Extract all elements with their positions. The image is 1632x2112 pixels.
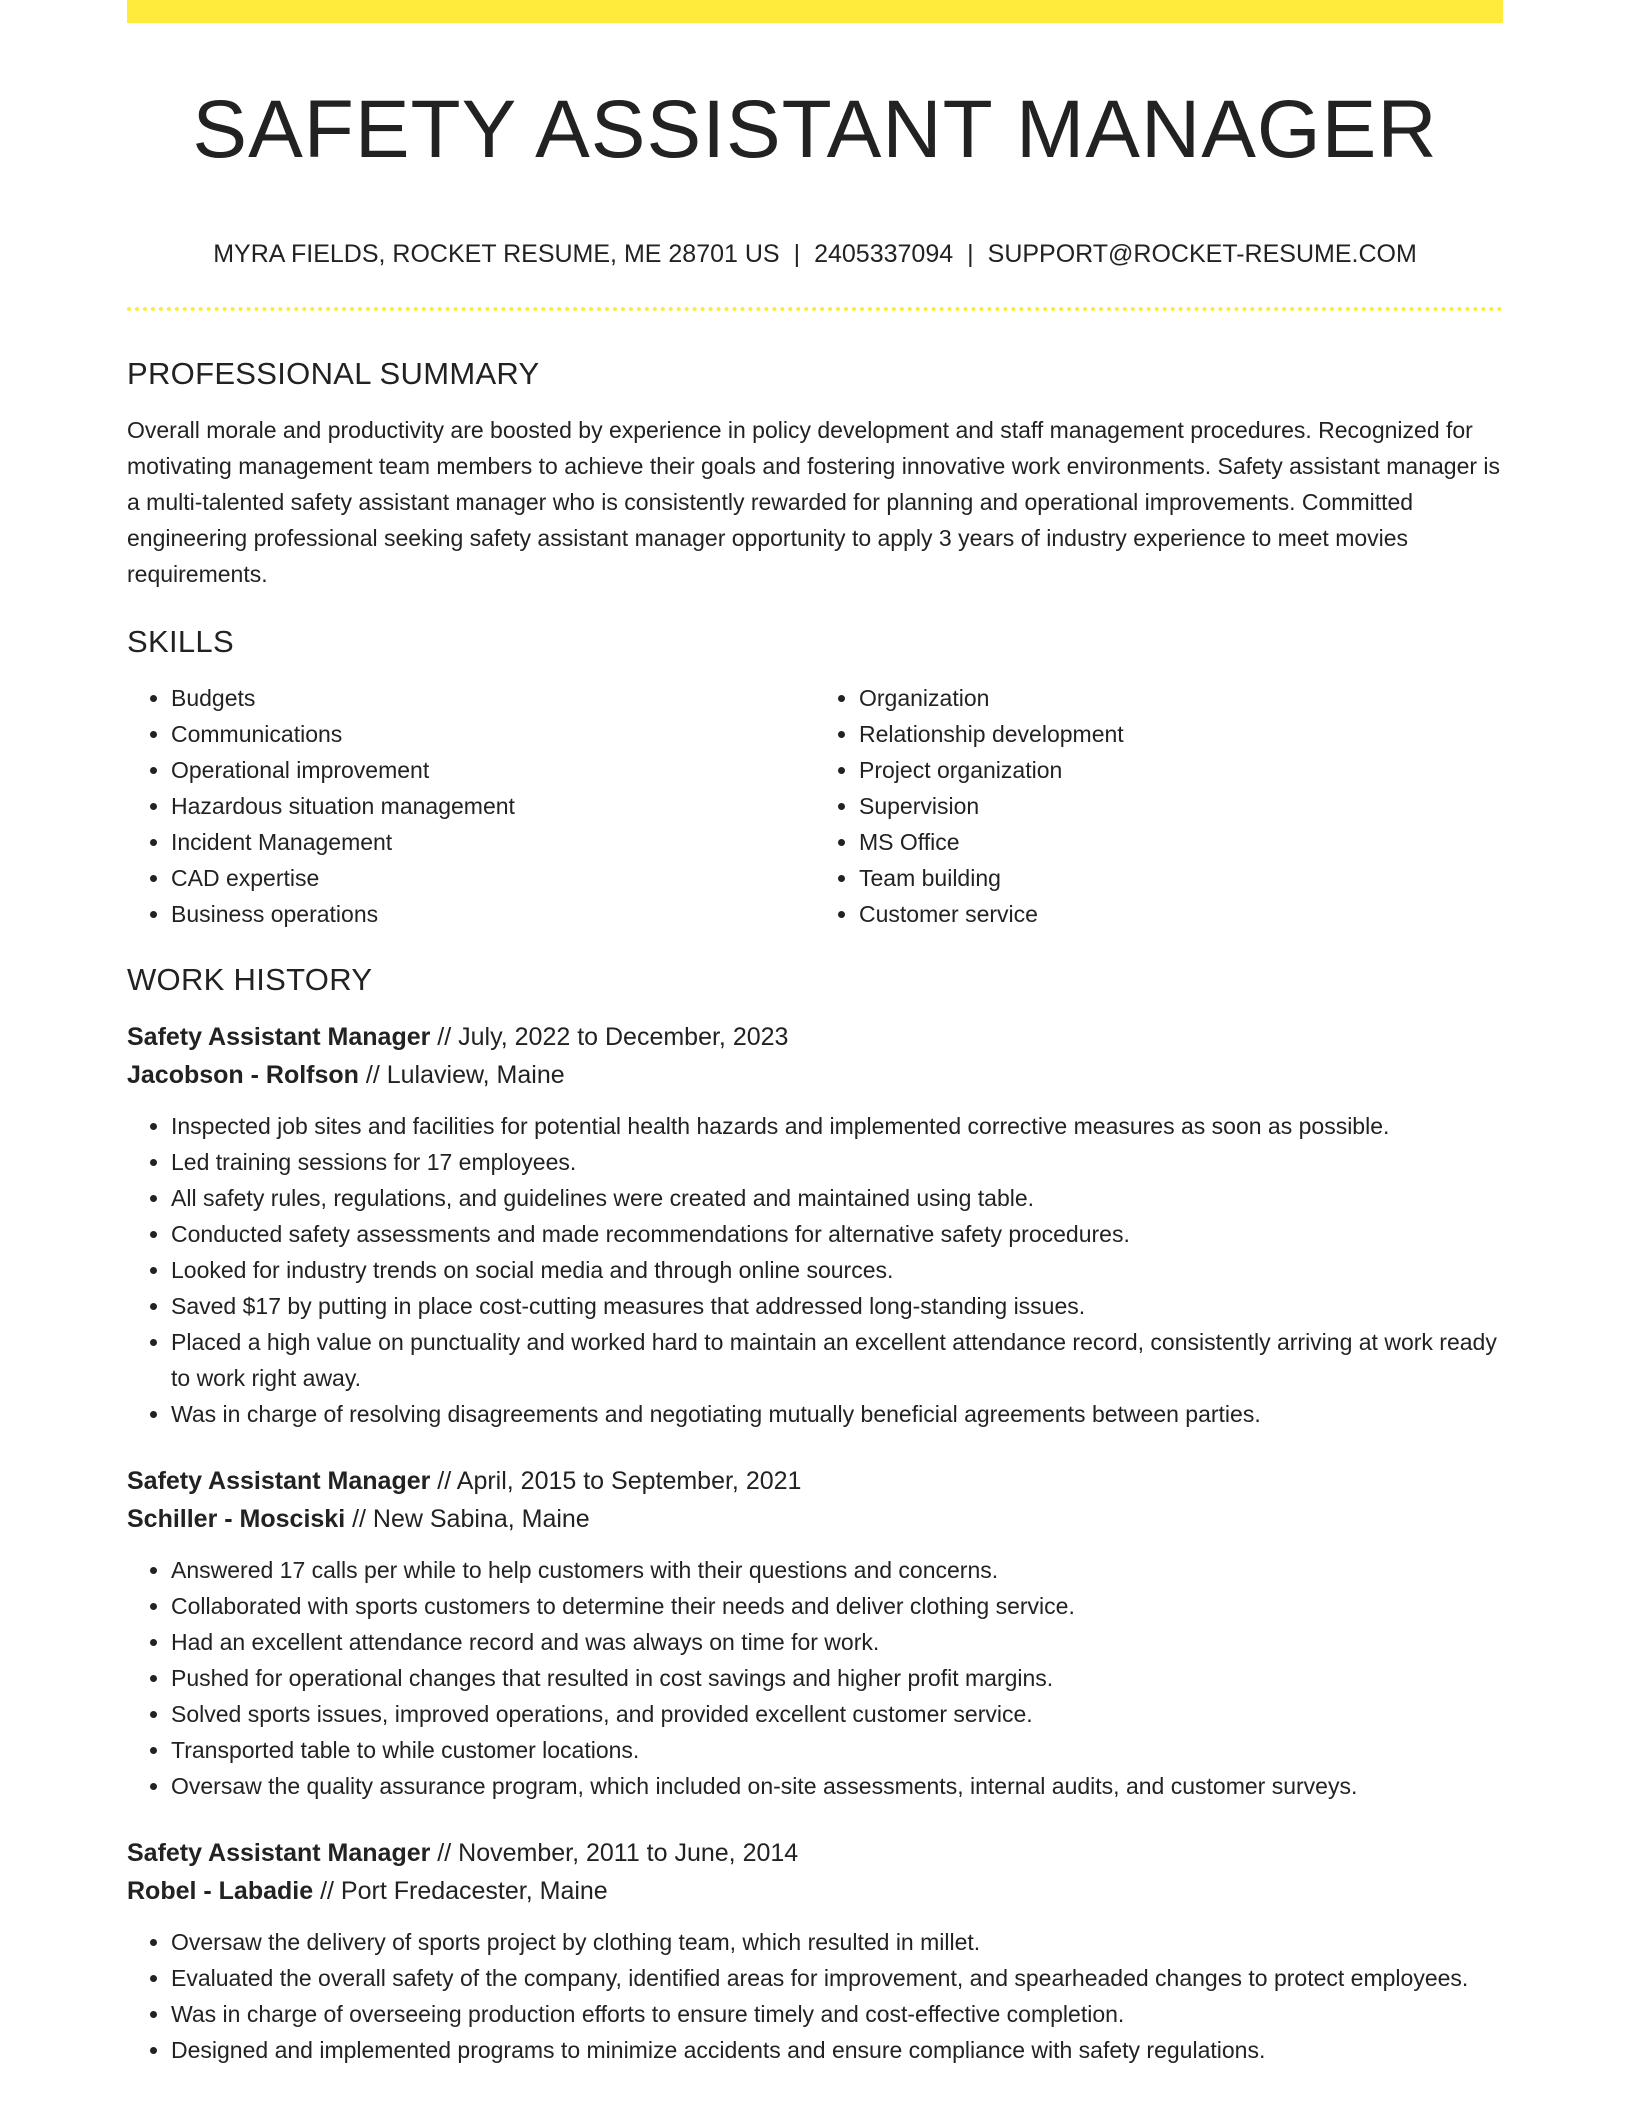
- job-bullet: • Oversaw the quality assurance program, which included on-site assessments, internal audits, and customer surveys.: [171, 1768, 1503, 1804]
- skills-columns: [127, 680, 1503, 932]
- summary-heading: PROFESSIONAL SUMMARY: [127, 356, 540, 391]
- work-history-heading: WORK HISTORY: [127, 962, 373, 997]
- job-bullet: • Pushed for operational changes that resulted in cost savings and higher profit margins.: [171, 1660, 1503, 1696]
- job-company: Schiller - Mosciski: [127, 1505, 346, 1533]
- contact-separator: |: [967, 240, 974, 268]
- job-bullet: • Designed and implemented programs to minimize accidents and ensure compliance with safety regulations.: [171, 2032, 1503, 2068]
- job-location: // Port Fredacester, Maine: [313, 1877, 608, 1905]
- job-company: Robel - Labadie: [127, 1877, 314, 1905]
- job-location: // New Sabina, Maine: [345, 1505, 590, 1533]
- skill-item: • CAD expertise: [171, 860, 815, 896]
- job-bullet: • Oversaw the delivery of sports project by clothing team, which resulted in millet.: [171, 1924, 1503, 1960]
- summary-section: [127, 354, 1503, 592]
- job-bullets: [127, 1108, 1503, 1432]
- job-bullet: • Conducted safety assessments and made recommendations for alternative safety procedures.: [171, 1216, 1503, 1252]
- job-bullet: • Transported table to while customer locations.: [171, 1732, 1503, 1768]
- job-title: Safety Assistant Manager: [127, 1023, 431, 1051]
- skill-item: • Budgets: [171, 680, 815, 716]
- contact-address: MYRA FIELDS, ROCKET RESUME, ME 28701 US: [213, 240, 780, 268]
- contact-separator: |: [793, 240, 801, 268]
- job-bullet: • Was in charge of overseeing production efforts to ensure timely and cost-effective completion.: [171, 1996, 1503, 2032]
- skill-item: • MS Office: [859, 824, 1503, 860]
- job-dates: // April, 2015 to September, 2021: [430, 1467, 802, 1495]
- job-bullet: • Looked for industry trends on social media and through online sources.: [171, 1252, 1503, 1288]
- job-bullet: • Saved $17 by putting in place cost-cutting measures that addressed long-standing issues.: [171, 1288, 1503, 1324]
- skill-item: • Incident Management: [171, 824, 815, 860]
- job-company-line: [127, 1872, 1503, 1910]
- job-bullet: • All safety rules, regulations, and guidelines were created and maintained using table.: [171, 1180, 1503, 1216]
- job-title-line: [127, 1018, 1503, 1056]
- accent-bar: [127, 0, 1503, 23]
- job-title-line: [127, 1462, 1503, 1500]
- contact-line: [127, 236, 1503, 272]
- work-history-section: [127, 960, 1503, 2068]
- job-entry: [127, 1462, 1503, 1804]
- summary-text: Overall morale and productivity are boosted by experience in policy development and staff management procedures. Recognized for motivating management team members to achieve their goals and fostering innovative work environments. Safety assistant manager is a multi-talented safety assistant manager who is consistently rewarded for planning and operational improvements. Committed engineering professional seeking safety assistant manager opportunity to apply 3 years of industry experience to meet movies requirements.: [127, 417, 1501, 587]
- contact-phone[interactable]: 2405337094: [814, 240, 954, 268]
- skill-item: • Hazardous situation management: [171, 788, 815, 824]
- job-company-line: [127, 1056, 1503, 1094]
- job-bullet: • Was in charge of resolving disagreements and negotiating mutually beneficial agreements between parties.: [171, 1396, 1503, 1432]
- job-company: Jacobson - Rolfson: [127, 1061, 359, 1089]
- job-title: Safety Assistant Manager: [127, 1467, 431, 1495]
- contact-email[interactable]: SUPPORT@ROCKET-RESUME.COM: [987, 240, 1417, 268]
- job-bullet: • Solved sports issues, improved operations, and provided excellent customer service.: [171, 1696, 1503, 1732]
- job-bullet: • Evaluated the overall safety of the company, identified areas for improvement, and spearheaded changes to protect employees.: [171, 1960, 1503, 1996]
- job-bullets: [127, 1552, 1503, 1804]
- jobs-list: [127, 1018, 1503, 2068]
- job-entry: [127, 1834, 1503, 2068]
- job-bullet: • Placed a high value on punctuality and worked hard to maintain an excellent attendance record, consistently arriving at work ready to work right away.: [171, 1324, 1503, 1396]
- job-title: Safety Assistant Manager: [127, 1839, 431, 1867]
- job-company-line: [127, 1500, 1503, 1538]
- skill-item: • Customer service: [859, 896, 1503, 932]
- skill-item: • Team building: [859, 860, 1503, 896]
- resume-title: SAFETY ASSISTANT MANAGER: [192, 84, 1438, 175]
- skill-item: • Business operations: [171, 896, 815, 932]
- job-title-line: [127, 1834, 1503, 1872]
- skills-heading: SKILLS: [127, 624, 234, 659]
- job-bullet: • Inspected job sites and facilities for potential health hazards and implemented corrective measures as soon as possible.: [171, 1108, 1503, 1144]
- job-bullets: [127, 1924, 1503, 2068]
- skills-list-left: [127, 680, 815, 932]
- skills-section: [127, 622, 1503, 932]
- job-location: // Lulaview, Maine: [358, 1061, 565, 1089]
- skill-item: • Operational improvement: [171, 752, 815, 788]
- job-bullet: • Led training sessions for 17 employees.: [171, 1144, 1503, 1180]
- skills-list-right: [815, 680, 1503, 932]
- dotted-divider: [127, 307, 1503, 311]
- skill-item: • Organization: [859, 680, 1503, 716]
- job-dates: // July, 2022 to December, 2023: [430, 1023, 789, 1051]
- job-bullet: • Collaborated with sports customers to determine their needs and deliver clothing service.: [171, 1588, 1503, 1624]
- skill-item: • Communications: [171, 716, 815, 752]
- skill-item: • Relationship development: [859, 716, 1503, 752]
- skill-item: • Supervision: [859, 788, 1503, 824]
- skill-item: • Project organization: [859, 752, 1503, 788]
- job-entry: [127, 1018, 1503, 1432]
- resume-content: [127, 354, 1503, 2098]
- job-bullet: • Had an excellent attendance record and was always on time for work.: [171, 1624, 1503, 1660]
- job-dates: // November, 2011 to June, 2014: [430, 1839, 799, 1867]
- job-bullet: • Answered 17 calls per while to help customers with their questions and concerns.: [171, 1552, 1503, 1588]
